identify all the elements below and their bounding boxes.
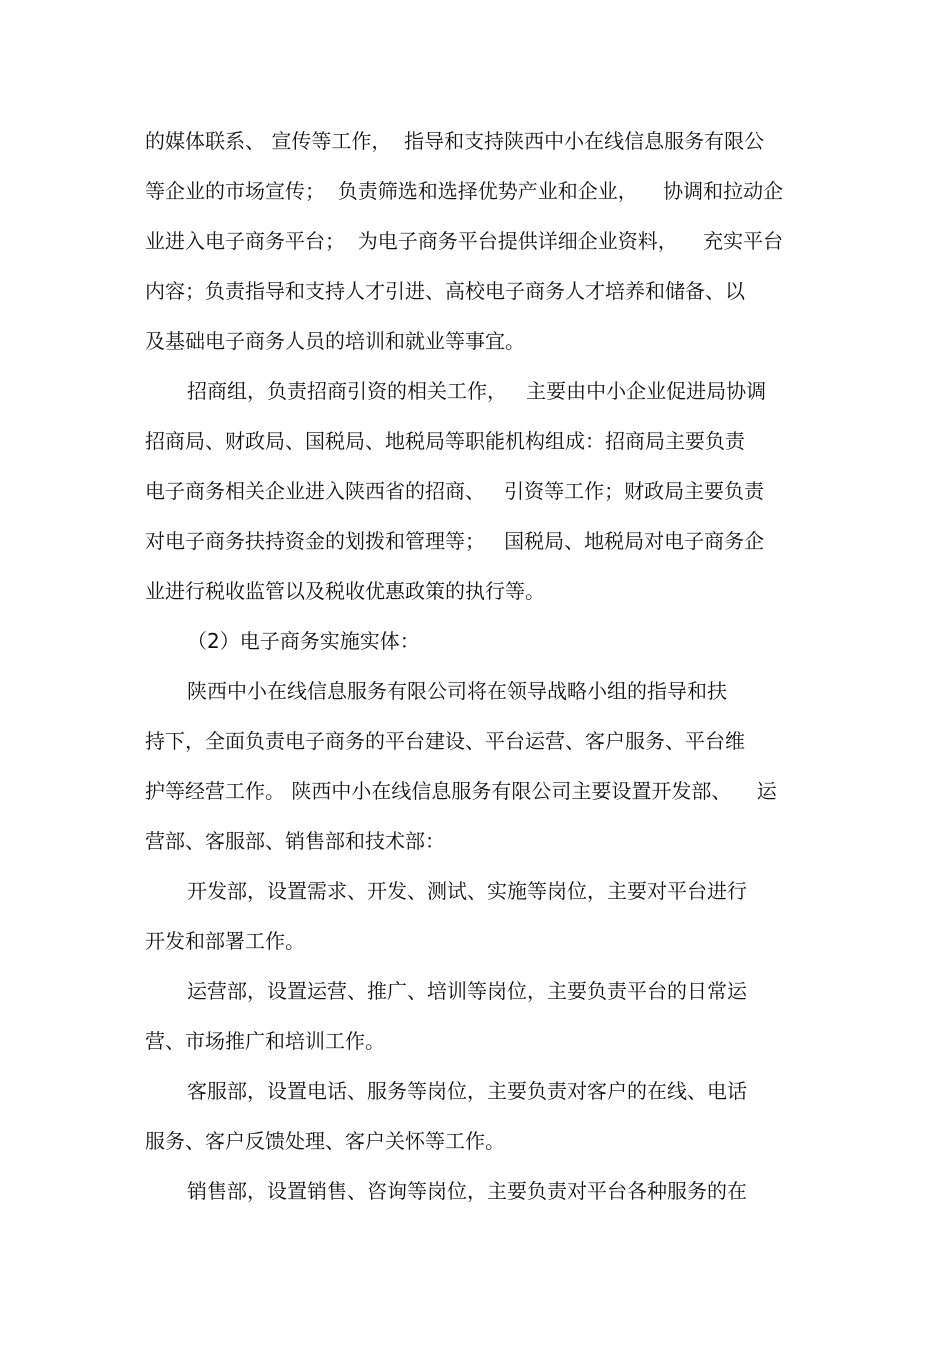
body-text-line: 营、市场推广和培训工作。	[145, 1029, 385, 1053]
paragraph-first-line: 客服部，设置电话、服务等岗位，主要负责对客户的在线、电话	[187, 1079, 747, 1103]
body-text-line: 内容；负责指导和支持人才引进、高校电子商务人才培养和储备、以	[145, 279, 745, 303]
body-text-line: 开发和部署工作。	[145, 929, 305, 953]
body-text-line: 业进行税收监管以及税收优惠政策的执行等。	[145, 579, 545, 603]
body-text-line: 持下，全面负责电子商务的平台建设、平台运营、客户服务、平台维	[145, 729, 745, 753]
body-text-line: 业进入电子商务平台； 为电子商务平台提供详细企业资料， 充实平台	[145, 229, 784, 253]
body-text-line: 的媒体联系、 宣传等工作， 指导和支持陕西中小在线信息服务有限公	[145, 129, 765, 153]
body-text-line: 招商局、财政局、国税局、地税局等职能机构组成：招商局主要负责	[145, 429, 745, 453]
paragraph-first-line: 陕西中小在线信息服务有限公司将在领导战略小组的指导和扶	[187, 679, 727, 703]
body-text-line: 服务、客户反馈处理、客户关怀等工作。	[145, 1129, 505, 1153]
body-text-line: 电子商务相关企业进入陕西省的招商、 引资等工作；财政局主要负责	[145, 479, 765, 503]
paragraph-first-line: 运营部，设置运营、推广、培训等岗位，主要负责平台的日常运	[187, 979, 747, 1003]
body-text-line: 护等经营工作。 陕西中小在线信息服务有限公司主要设置开发部、 运	[145, 779, 777, 803]
paragraph-first-line: 开发部，设置需求、开发、测试、实施等岗位，主要对平台进行	[187, 879, 747, 903]
body-text-line: 对电子商务扶持资金的划拨和管理等； 国税局、地税局对电子商务企	[145, 529, 765, 553]
body-text-line: 及基础电子商务人员的培训和就业等事宜。	[145, 329, 525, 353]
body-text-line: 营部、客服部、销售部和技术部：	[145, 829, 445, 853]
paragraph-first-line: 销售部，设置销售、咨询等岗位，主要负责对平台各种服务的在	[187, 1179, 747, 1203]
paragraph-first-line: 招商组，负责招商引资的相关工作， 主要由中小企业促进局协调	[187, 379, 767, 403]
body-text-line: 等企业的市场宣传； 负责筛选和选择优势产业和企业， 协调和拉动企	[145, 179, 784, 203]
section-heading: （2）电子商务实施实体：	[187, 629, 420, 653]
